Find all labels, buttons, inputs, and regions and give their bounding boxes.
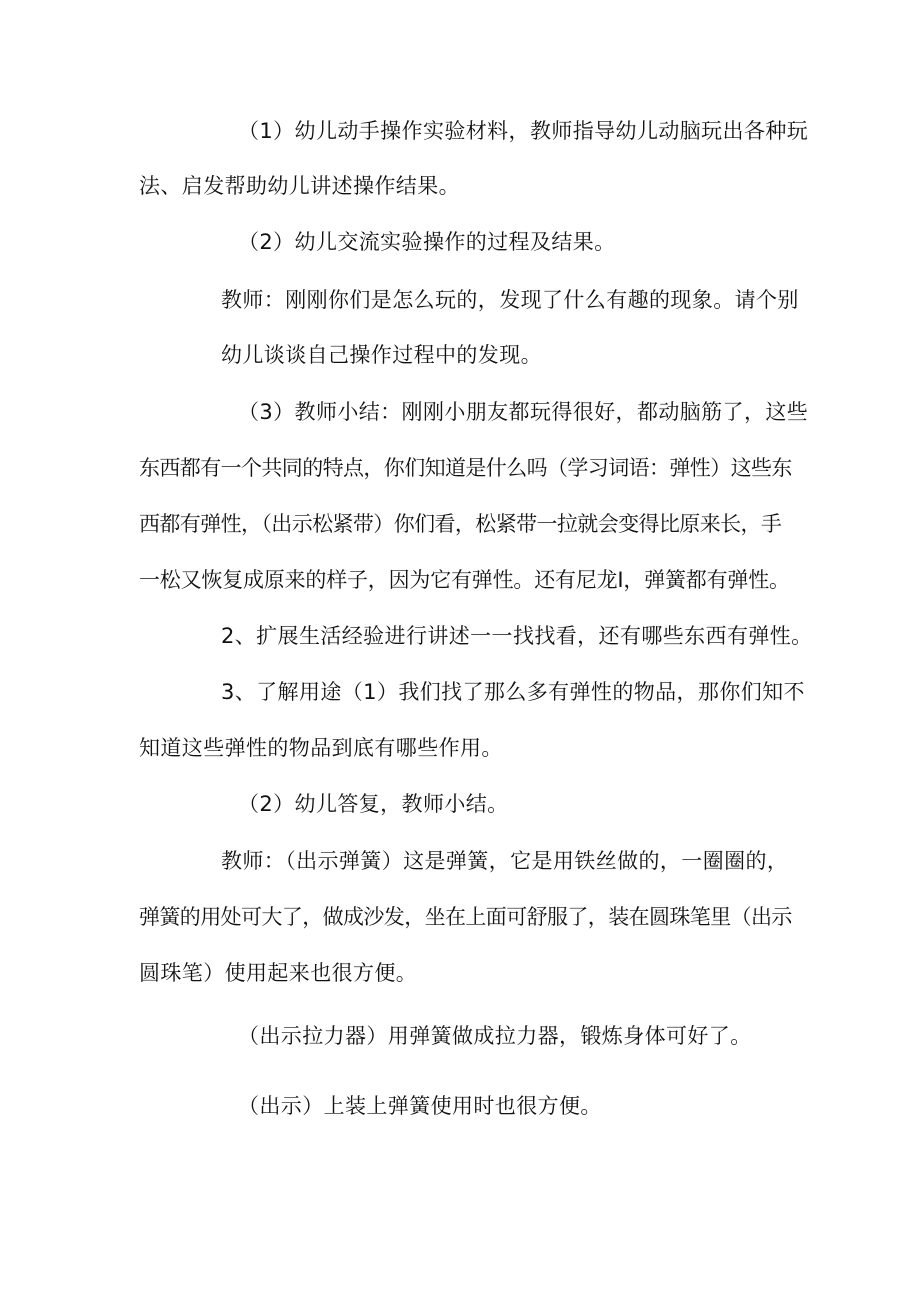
text-line: 弹簧的用处可大了，做成沙发，坐在上面可舒服了，装在圆珠笔里（出示: [139, 905, 792, 929]
text-line: 法、启发帮助幼儿讲述操作结果。: [139, 174, 460, 198]
text-line: （2）幼儿交流实验操作的过程及结果。: [238, 230, 616, 254]
text-line: 西都有弹性，（出示松紧带）你们看，松紧带一拉就会变得比原来长，手: [139, 512, 782, 536]
text-line: 2、扩展生活经验进行讲述一一找找看，还有哪些东西有弹性。: [221, 624, 813, 648]
text-line: （出示拉力器）用弹簧做成拉力器，锻炼身体可好了。: [238, 1024, 752, 1048]
text-line: （3）教师小结：刚刚小朋友都玩得很好，都动脑筋了，这些: [238, 400, 809, 424]
text-line: （2）幼儿答复，教师小结。: [238, 792, 509, 816]
text-line: （出示）上装上弹簧使用时也很方便。: [238, 1094, 602, 1118]
text-line: 教师：（出示弹簧）这是弹簧，它是用铁丝做的，一圈圈的，: [221, 849, 789, 873]
text-line: 幼儿谈谈自己操作过程中的发现。: [221, 343, 542, 367]
text-line: 一松又恢复成原来的样子，因为它有弹性。还有尼龙Ⅰ，弹簧都有弹性。: [139, 568, 790, 592]
text-line: 3、了解用途（1）我们找了那么多有弹性的物品，那你们知不: [221, 680, 805, 704]
text-line: 教师：刚刚你们是怎么玩的，发现了什么有趣的现象。请个别: [221, 288, 799, 312]
text-line: （1）幼儿动手操作实验材料，教师指导幼儿动脑玩出各种玩: [238, 119, 809, 143]
text-line: 东西都有一个共同的特点，你们知道是什么吗（学习词语：弹性）这些东: [139, 456, 792, 480]
text-line: 知道这些弹性的物品到底有哪些作用。: [139, 736, 503, 760]
text-line: 圆珠笔）使用起来也很方便。: [139, 961, 418, 985]
